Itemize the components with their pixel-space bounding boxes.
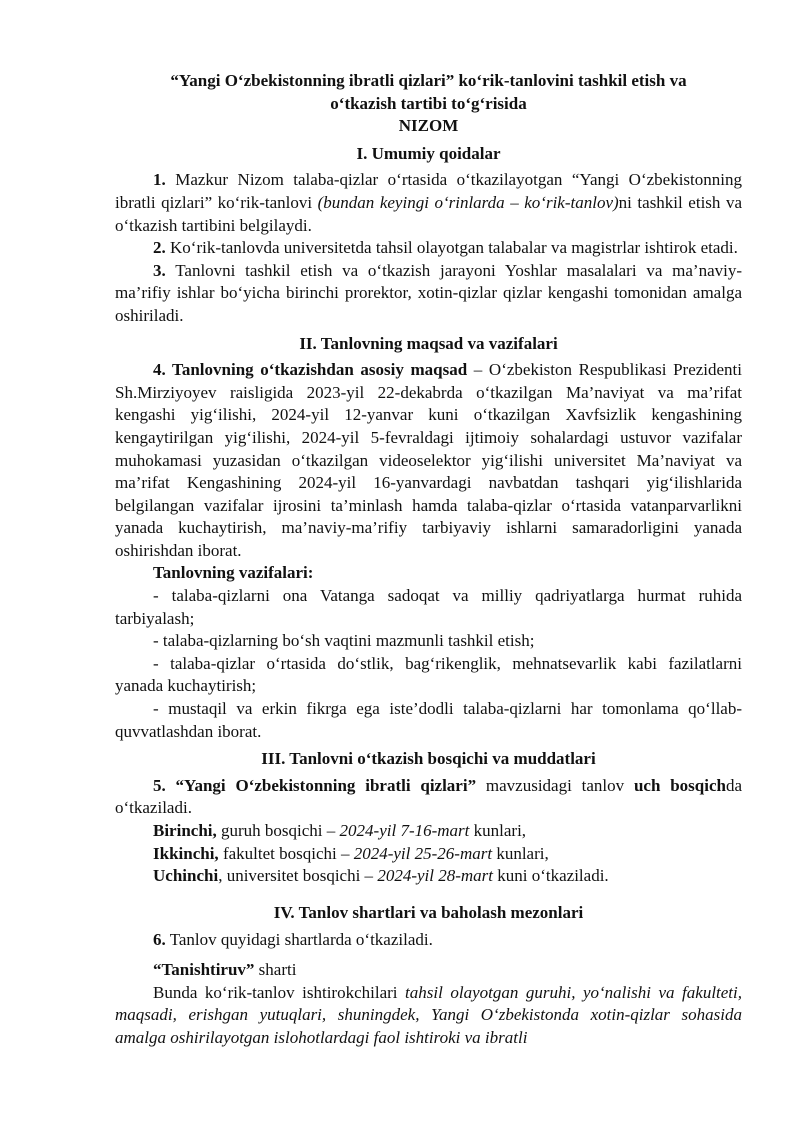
paragraph-1 — [115, 169, 742, 237]
paragraph-5-bold-a: 5. “Yangi O‘zbekistonning ibratli qizlari” — [153, 775, 477, 795]
paragraph-5-bold-b: uch bosqich — [633, 775, 726, 795]
title-line-2: o‘tkazish tartibi to‘g‘risida — [330, 93, 527, 113]
task-item: - talaba-qizlar o‘rtasida do‘stlik, bag‘rikenglik, mehnatsevarlik kabi fazilatlarni yanada kuchaytirish; — [115, 653, 742, 696]
paragraph-7-italic: tahsil olayotgan guruhi, yo‘nalishi va fakulteti, maqsadi, erishgan yutuqlari, shuningdek, Yangi O‘zbekistonda xotin-qizlar sohasida amalga oshirilayotgan islohotlardagi faol ishtiroki va ibratli — [115, 982, 743, 1047]
stage-date: 2024-yil 25-26-mart — [353, 843, 493, 863]
paragraph-7-text: Bunda ko‘rik-tanlov ishtirokchilari — [153, 982, 406, 1002]
paragraph-7 — [115, 982, 742, 1050]
condition-name: “Tanishtiruv” — [153, 959, 255, 979]
paragraph-2-text: Ko‘rik-tanlovda universitetda tahsil olayotgan talabalar va magistrlar ishtirok etadi. — [165, 238, 738, 258]
stage-text: guruh bosqichi – — [216, 821, 340, 840]
condition-title — [115, 959, 742, 982]
paragraph-1-text-a: Mazkur Nizom talaba-qizlar o‘rtasida o‘tkazilayotgan “Yangi O‘zbekistonning ibratli qizlari” ko‘rik-tanlovi — [115, 170, 742, 212]
stage-name: Ikkinchi, — [153, 843, 219, 863]
document-page — [115, 70, 742, 1049]
stage-line — [115, 820, 742, 843]
title-line-1: “Yangi O‘zbekistonning ibratli qizlari” ko‘rik-tanlovini tashkil etish va — [170, 71, 687, 90]
paragraph-5 — [115, 775, 742, 820]
paragraph-2-number: 2. — [153, 238, 166, 258]
condition-text: sharti — [254, 959, 297, 979]
title-line-3: NIZOM — [398, 116, 459, 136]
section-1-heading: I. Umumiy qoidalar — [356, 143, 501, 163]
section-4-heading: IV. Tanlov shartlari va baholash mezonlari — [273, 902, 584, 922]
stage-tail: kunlari, — [492, 843, 549, 863]
stage-line — [115, 843, 742, 866]
stage-date: 2024-yil 7-16-mart — [339, 821, 470, 840]
task-item: - talaba-qizlarning bo‘sh vaqtini mazmunli tashkil etish; — [153, 631, 535, 651]
task-item: - mustaqil va erkin fikrga ega iste’dodli talaba-qizlarni har tomonlama qo‘llab-quvvatlashdan iborat. — [115, 699, 742, 741]
tasks-label-text: Tanlovning vazifalari: — [153, 563, 314, 583]
tasks-label — [115, 562, 742, 585]
paragraph-4 — [115, 359, 742, 562]
paragraph-2 — [115, 237, 742, 260]
stage-text: , universitet bosqichi – — [218, 866, 378, 886]
paragraph-4-text: – O‘zbekiston Respublikasi Prezidenti Sh.Mirziyoyev raisligida 2023-yil 22-dekabrda o‘tkazilgan Ma’naviyat va ma’rifat kengashi yig‘ilishi, 2024-yil 12-yanvar kuni o‘tkazilgan Xavfsizlik kengashining kengaytirilgan yig‘ilishi, 2024-yil 5-fevraldagi ijtimoiy sohalardagi ustuvor vazifalar muhokamasi yuzasidan o‘tkazilgan videoselektor yig‘ilishi universitet Ma’naviyat va ma’rifat Kengashining 2024-yil 16-yanvardagi navbatdan tashqari yig‘ilishlarida belgilangan vazifalar ijrosini ta’minlash hamda talaba-qizlar o‘rtasida vatanparvarlikni yanada kuchaytirish, ma’naviy-ma’rifiy tarbiyaviy ishlarni samaradorligini yanada oshirishdan iborat. — [115, 360, 743, 560]
document-title — [115, 70, 742, 138]
stage-tail: kuni o‘tkaziladi. — [493, 866, 609, 886]
stage-line — [115, 865, 742, 888]
paragraph-6-number: 6. — [153, 930, 166, 950]
paragraph-1-text-b: ni tashkil etish va o‘tkazish tartibini belgilaydi. — [115, 192, 742, 235]
stage-tail: kunlari, — [469, 821, 527, 840]
stage-name: Uchinchi — [153, 866, 219, 886]
paragraph-1-italic: (bundan keyingi o‘rinlarda – ko‘rik-tanlov) — [317, 192, 619, 212]
paragraph-6-text: Tanlov quyidagi shartlarda o‘tkaziladi. — [165, 930, 433, 950]
stage-text: fakultet bosqichi – — [218, 843, 354, 863]
paragraph-3-text: Tanlovni tashkil etish va o‘tkazish jarayoni Yoshlar masalalari va ma’naviy-ma’rifiy ishlar bo‘yicha birinchi prorektor, xotin-qizlar qizlar kengashi tomonidan amalga oshiriladi. — [115, 260, 742, 325]
section-2-heading: II. Tanlovning maqsad va vazifalari — [299, 333, 558, 353]
paragraph-5-text-b: da o‘tkaziladi. — [115, 775, 743, 818]
stage-date: 2024-yil 28-mart — [377, 866, 493, 886]
stage-name: Birinchi, — [153, 821, 217, 840]
task-item: - talaba-qizlarni ona Vatanga sadoqat va milliy qadriyatlarga hurmat ruhida tarbiyalash; — [115, 586, 742, 628]
paragraph-3-number: 3. — [153, 260, 166, 280]
paragraph-6 — [115, 929, 742, 952]
paragraph-5-text-a: mavzusidagi tanlov — [476, 775, 634, 795]
paragraph-3 — [115, 260, 742, 328]
section-3-heading: III. Tanlovni o‘tkazish bosqichi va muddatlari — [261, 749, 596, 769]
paragraph-4-bold: 4. Tanlovning o‘tkazishdan asosiy maqsad — [153, 360, 468, 380]
paragraph-1-number: 1. — [153, 170, 166, 190]
